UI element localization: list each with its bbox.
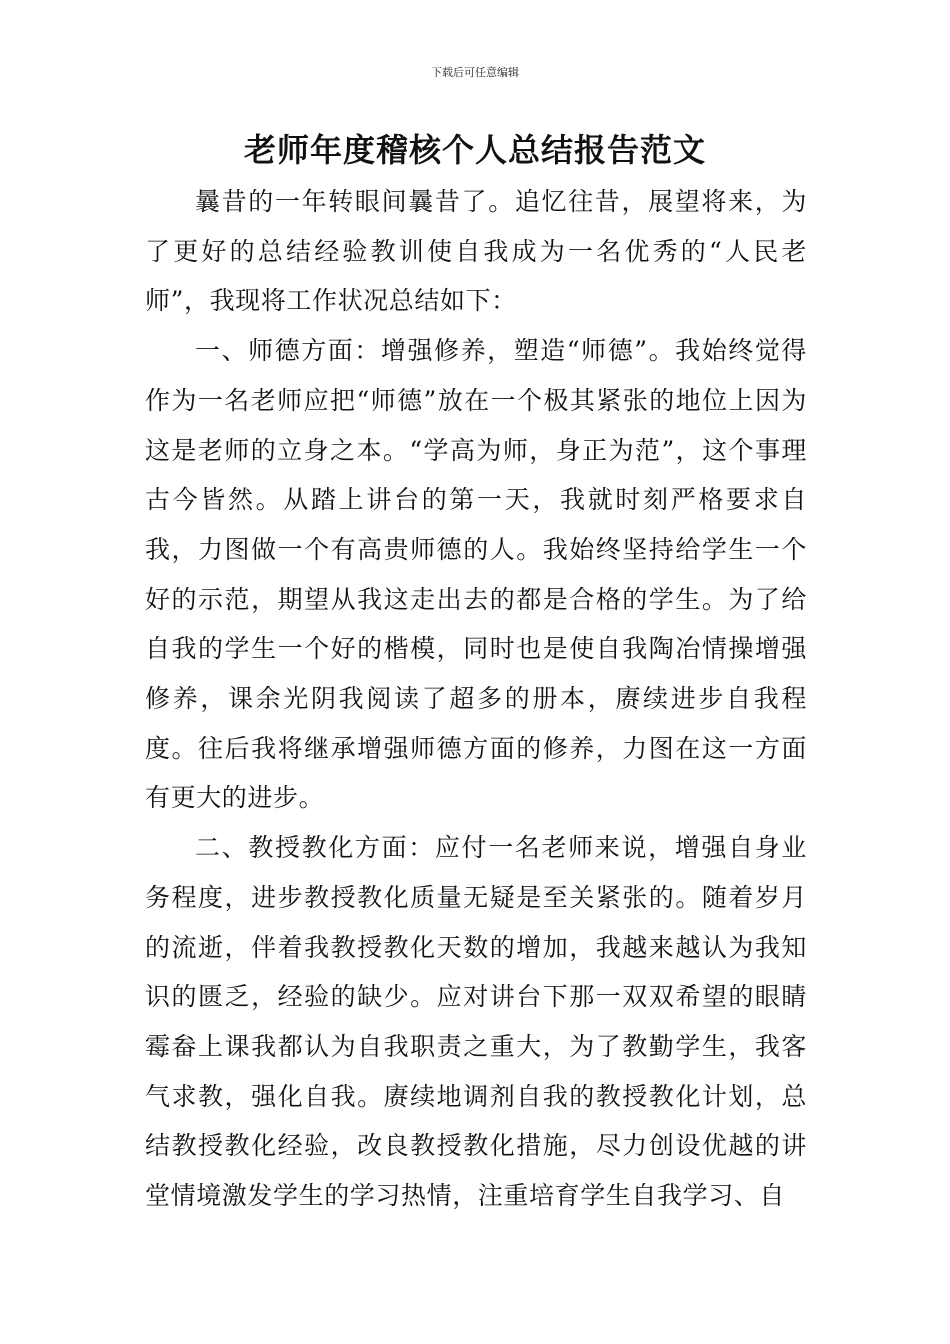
paragraph-teaching: 二、教授教化方面：应付一名老师来说，增强自身业务程度，进步教授教化质量无疑是至关紧张的。随着岁月的流逝，伴着我教授教化天数的增加，我越来越认为我知识的匮乏，经验的缺少。应对讲台下那一双双希望的眼睛霉畚上课我都认为自我职责之重大，为了教勤学生，我客气求教，强化自我。赓续地调剂自我的教授教化计划，总结教授教化经验，改良教授教化措施，尽力创设优越的讲堂情境激发学生的学习热情，注重培育学生自我学习、自	[145, 833, 807, 1211]
paragraph-intro: 曩昔的一年转眼间曩昔了。追忆往昔，展望将来，为了更好的总结经验教训使自我成为一名优秀的“人民老师”，我现将工作状况总结如下：	[145, 187, 807, 316]
paragraph-teacher-ethics: 一、师德方面：增强修养，塑造“师德”。我始终觉得作为一名老师应把“师德”放在一个极其紧张的地位上因为这是老师的立身之本。“学高为师，身正为范”，这个事理古今皆然。从踏上讲台的第一天，我就时刻严格要求自我，力图做一个有高贵师德的人。我始终坚持给学生一个好的示范，期望从我这走出去的都是合格的学生。为了给自我的学生一个好的楷模，同时也是使自我陶冶情操增强修养，课余光阴我阅读了超多的册本，赓续进步自我程度。往后我将继承增强师德方面的修养，力图在这一方面有更大的进步。	[145, 336, 807, 813]
document-title: 老师年度稽核个人总结报告范文	[243, 131, 706, 169]
document-body	[145, 177, 807, 1221]
page-header-note: 下载后可任意编辑	[431, 66, 519, 79]
